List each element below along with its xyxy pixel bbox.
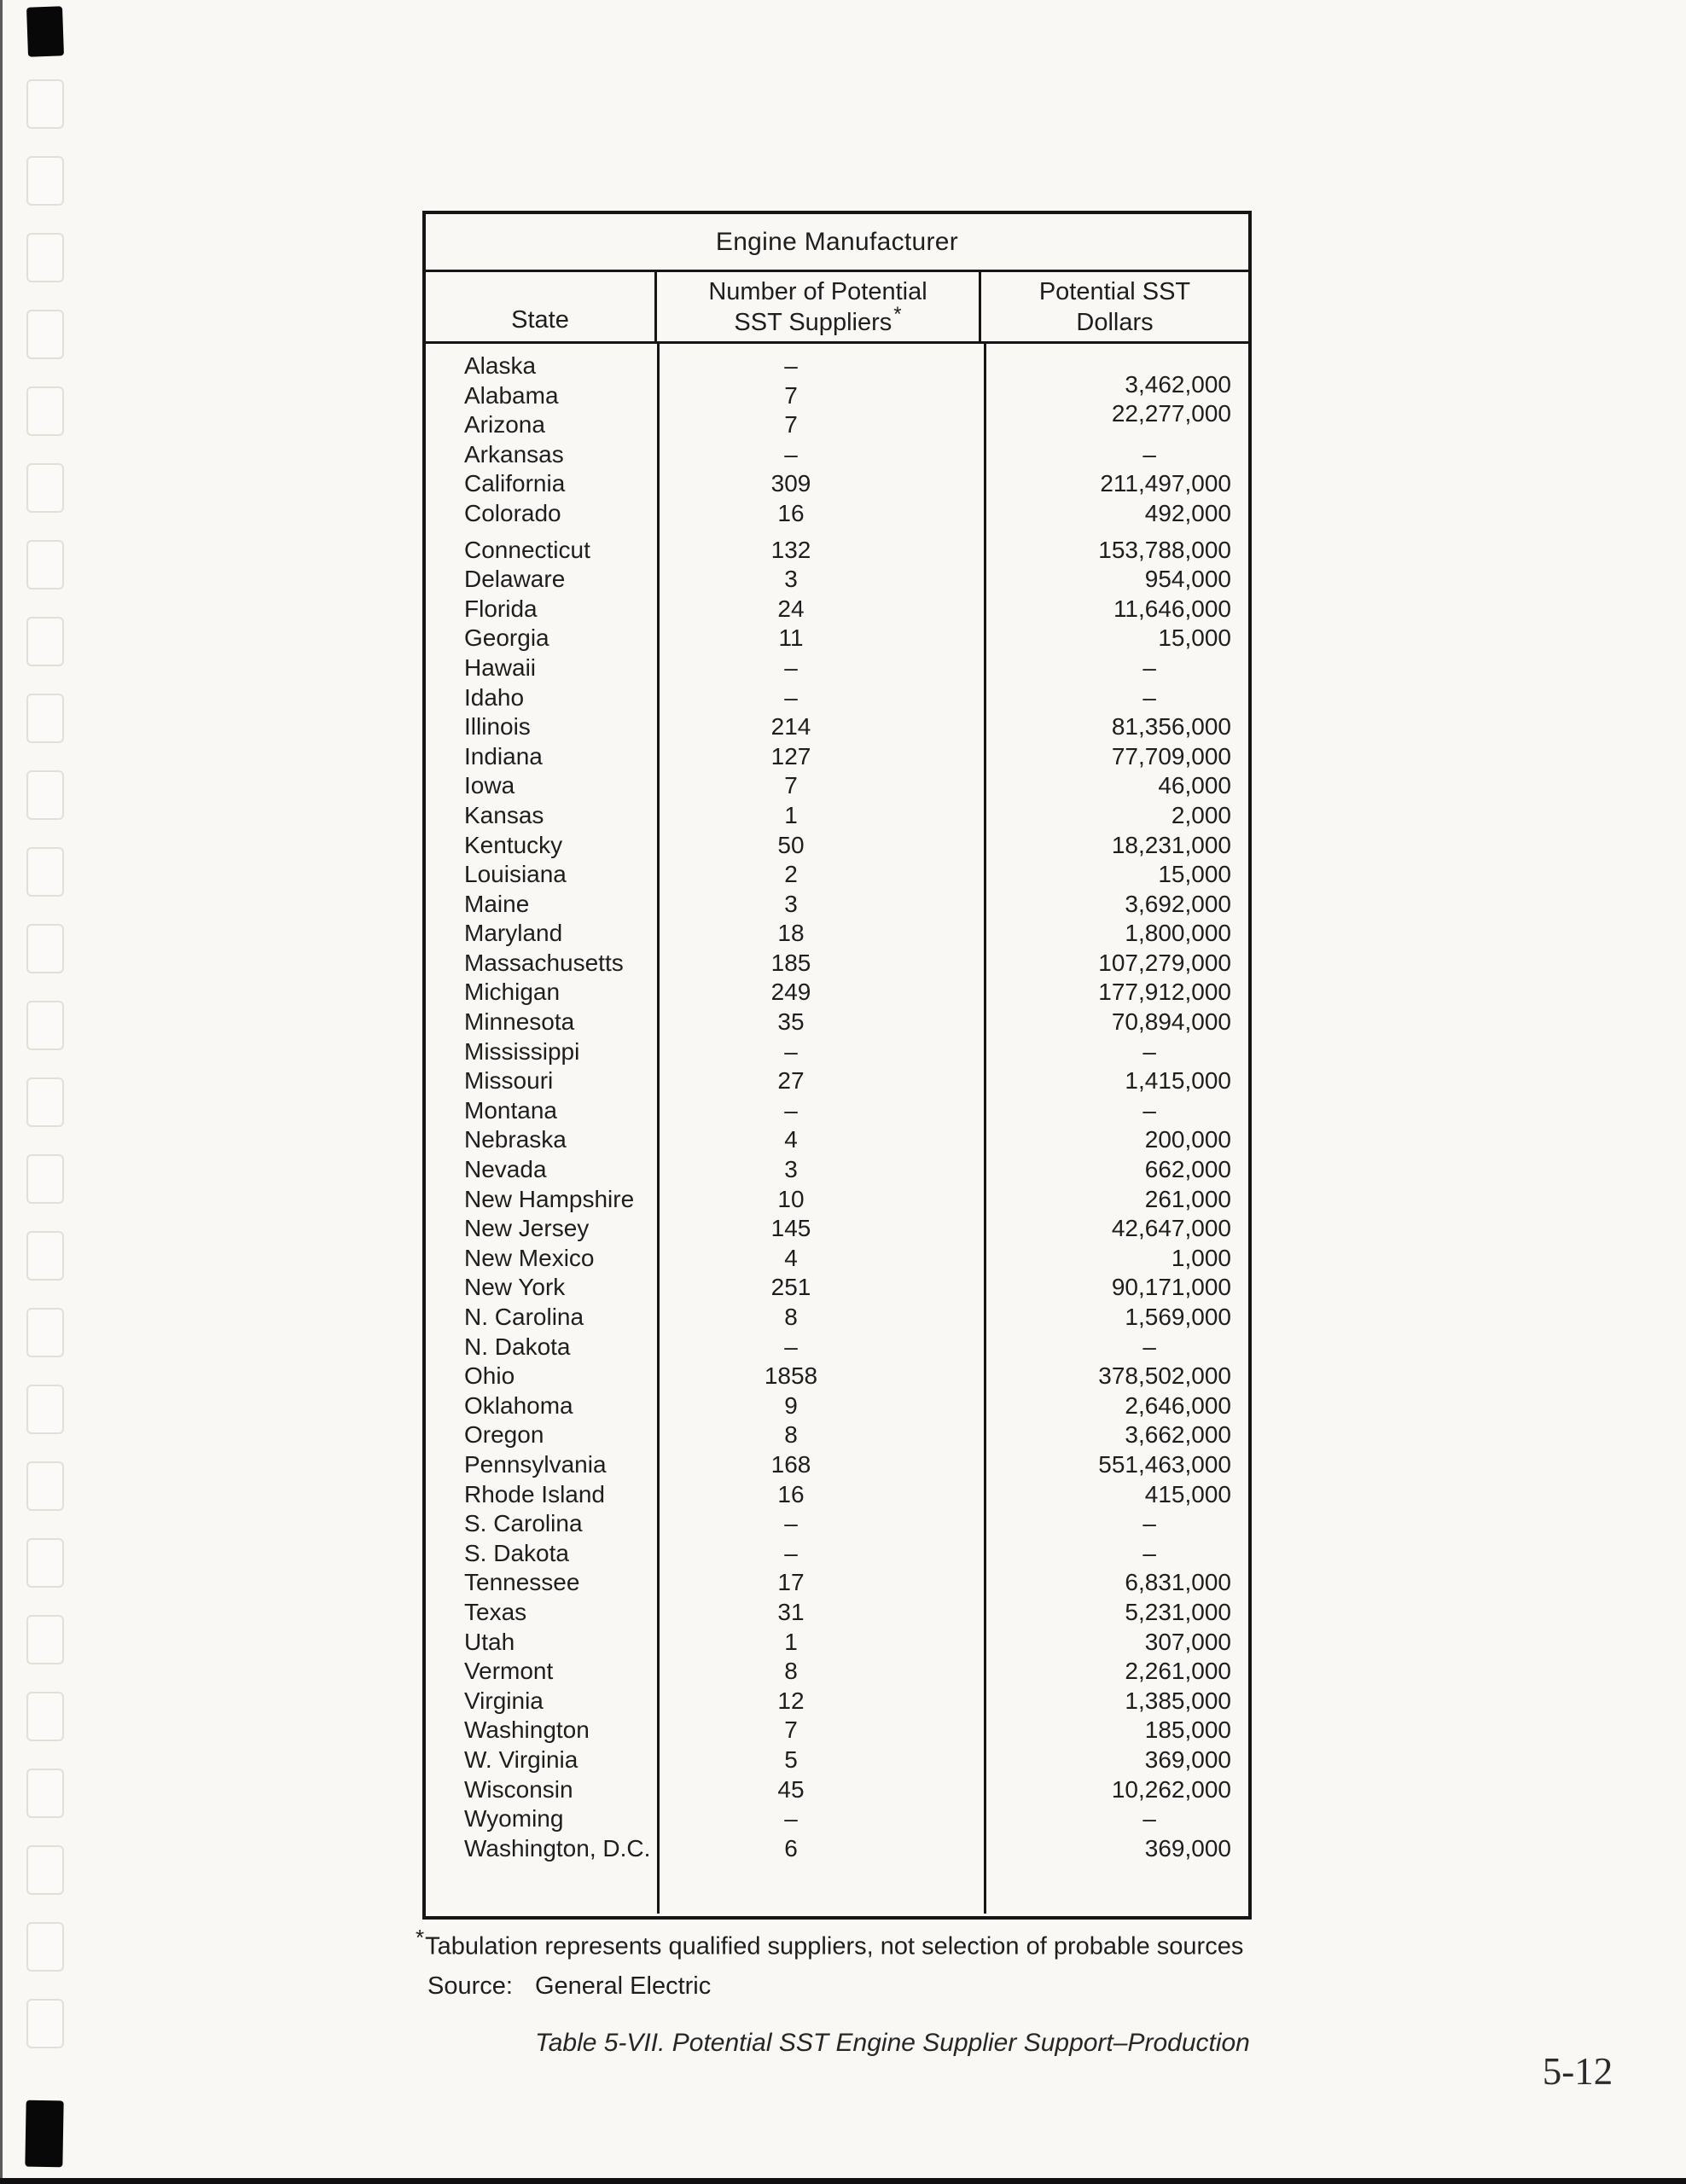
scan-left-edge-line	[0, 0, 3, 2184]
dollars-cell: –	[1142, 1037, 1156, 1065]
binder-hole-outline	[26, 1231, 64, 1281]
state-cell: Louisiana	[464, 861, 567, 888]
binder-hole-outline	[26, 847, 64, 897]
table-row	[426, 1657, 1248, 1687]
state-cell: Rhode Island	[464, 1480, 606, 1507]
binder-hole-outline	[26, 1461, 64, 1511]
dollars-cell: –	[1142, 683, 1156, 711]
table-header-row	[426, 272, 1248, 344]
table-row	[426, 1598, 1248, 1628]
footnote-marker-icon: *	[416, 1925, 425, 1950]
dollars-cell: –	[1142, 1333, 1156, 1360]
state-cell: Maine	[464, 890, 530, 917]
table-row	[426, 565, 1248, 595]
suppliers-cell: 7	[784, 1716, 798, 1744]
suppliers-cell: –	[784, 352, 798, 379]
dollars-cell: –	[1142, 653, 1156, 681]
state-cell: New Hampshire	[464, 1185, 635, 1212]
table-row	[426, 624, 1248, 653]
table-row	[426, 1568, 1248, 1598]
table-row	[426, 1273, 1248, 1303]
binder-hole-outline	[26, 1769, 64, 1818]
table-row	[426, 440, 1248, 470]
binder-hole-outline	[26, 1538, 64, 1588]
table-row	[426, 860, 1248, 890]
table-row	[426, 1333, 1248, 1362]
dollars-cell: 551,463,000	[1098, 1450, 1231, 1478]
suppliers-cell: –	[784, 1096, 798, 1124]
suppliers-cell: 7	[784, 772, 798, 799]
binder-hole-outline	[26, 310, 64, 359]
dollars-cell: 10,262,000	[1111, 1775, 1231, 1803]
state-cell: Wyoming	[464, 1805, 564, 1833]
state-cell: Vermont	[464, 1658, 554, 1685]
state-cell: Wisconsin	[464, 1775, 573, 1803]
state-cell: California	[464, 470, 566, 497]
suppliers-table	[422, 211, 1252, 1920]
state-cell: Pennsylvania	[464, 1450, 607, 1478]
suppliers-cell: 145	[770, 1215, 811, 1242]
dollars-cell: 18,231,000	[1111, 831, 1231, 858]
state-cell: Washington, D.C.	[464, 1834, 651, 1862]
table-row	[426, 978, 1248, 1008]
suppliers-cell: –	[784, 1333, 798, 1360]
state-cell: New Jersey	[464, 1215, 590, 1242]
table-row	[426, 1775, 1248, 1805]
suppliers-cell: 8	[784, 1421, 798, 1449]
dollars-cell: 42,647,000	[1111, 1215, 1231, 1242]
suppliers-cell: –	[784, 653, 798, 681]
table-row	[426, 1037, 1248, 1067]
suppliers-cell: –	[784, 1510, 798, 1537]
suppliers-cell: 35	[777, 1008, 805, 1036]
table-row	[426, 683, 1248, 713]
table-row	[426, 831, 1248, 861]
dollars-cell: 90,171,000	[1111, 1274, 1231, 1301]
state-cell: N. Carolina	[464, 1304, 584, 1330]
state-cell: New Mexico	[464, 1244, 595, 1271]
table-row	[426, 1362, 1248, 1391]
state-cell: Montana	[464, 1096, 557, 1124]
state-cell: Delaware	[464, 566, 566, 593]
state-cell: Colorado	[464, 499, 561, 526]
dollars-cell: 492,000	[1144, 499, 1231, 526]
state-cell: Mississippi	[464, 1037, 580, 1065]
binder-hole-outline	[26, 770, 64, 820]
dollars-cell: 415,000	[1144, 1480, 1231, 1507]
dollars-cell: 22,277,000	[1111, 400, 1231, 427]
table-row	[426, 771, 1248, 801]
state-cell: Tennessee	[464, 1569, 580, 1596]
binder-hole-outline	[26, 924, 64, 973]
suppliers-cell: 168	[770, 1450, 811, 1478]
suppliers-cell: 1858	[764, 1362, 818, 1390]
table-row	[426, 1480, 1248, 1510]
suppliers-cell: 12	[777, 1687, 805, 1714]
suppliers-cell: 50	[777, 831, 805, 858]
table-row	[426, 536, 1248, 566]
suppliers-cell: 24	[777, 595, 805, 622]
dollars-cell: 70,894,000	[1111, 1008, 1231, 1036]
suppliers-cell: 16	[777, 1480, 805, 1507]
suppliers-cell: 18	[777, 920, 805, 947]
scan-bottom-edge-line	[0, 2178, 1686, 2184]
suppliers-cell: 6	[784, 1834, 798, 1862]
table-row	[426, 801, 1248, 831]
dollars-cell: –	[1142, 440, 1156, 468]
state-cell: Iowa	[464, 772, 515, 799]
binder-hole-outline	[26, 1154, 64, 1204]
table-row	[426, 1391, 1248, 1421]
state-cell: Minnesota	[464, 1008, 575, 1036]
state-cell: Georgia	[464, 624, 549, 652]
state-cell: Nevada	[464, 1156, 547, 1183]
state-cell: Missouri	[464, 1067, 554, 1095]
dollars-cell: 307,000	[1144, 1628, 1231, 1655]
state-cell: Arkansas	[464, 440, 564, 468]
suppliers-cell: 4	[784, 1244, 798, 1271]
dollars-cell: 6,831,000	[1125, 1569, 1231, 1596]
dollars-cell: 107,279,000	[1098, 949, 1231, 976]
binder-hole-outline	[26, 1845, 64, 1895]
table-footnote: *Tabulation represents qualified suppliers, not selection of probable sources	[416, 1925, 1244, 1960]
binder-hole-outline	[26, 617, 64, 666]
table-row	[426, 890, 1248, 920]
table-row	[426, 499, 1248, 529]
table-row	[426, 712, 1248, 742]
dollars-cell: 261,000	[1144, 1185, 1231, 1212]
binder-hole-outline	[26, 1615, 64, 1664]
binder-hole-outline	[26, 1922, 64, 1972]
state-cell: S. Dakota	[464, 1539, 569, 1566]
suppliers-cell: 132	[770, 536, 811, 563]
dollars-cell: 1,569,000	[1125, 1304, 1231, 1330]
dollars-cell: 200,000	[1144, 1126, 1231, 1153]
binder-hole-outline	[26, 1001, 64, 1050]
table-row	[426, 1804, 1248, 1834]
state-cell: Connecticut	[464, 536, 590, 563]
table-row	[426, 1214, 1248, 1244]
dollars-cell: –	[1142, 1805, 1156, 1833]
state-cell: Idaho	[464, 683, 525, 711]
table-row	[426, 1628, 1248, 1658]
table-row	[426, 1303, 1248, 1333]
dollars-cell: 1,000	[1171, 1244, 1231, 1271]
state-cell: Hawaii	[464, 653, 537, 681]
state-cell: Arizona	[464, 411, 545, 439]
dollars-cell: 15,000	[1158, 861, 1231, 888]
table-row	[426, 1450, 1248, 1480]
suppliers-cell: 127	[770, 742, 811, 770]
binder-hole-outline	[26, 463, 64, 513]
table-row	[426, 1745, 1248, 1775]
table-title-cell	[426, 214, 1248, 272]
page-number: 5-12	[1542, 2050, 1613, 2093]
dollars-cell: 77,709,000	[1111, 742, 1231, 770]
dollars-cell: 1,385,000	[1125, 1687, 1231, 1714]
table-row	[426, 595, 1248, 624]
state-cell: Massachusetts	[464, 949, 624, 976]
binder-hole-outline	[26, 540, 64, 590]
table-row	[426, 742, 1248, 772]
source-value: General Electric	[534, 1972, 712, 2000]
suppliers-cell: 31	[777, 1598, 805, 1625]
dollars-cell: 1,415,000	[1125, 1067, 1231, 1095]
suppliers-cell: 2	[784, 861, 798, 888]
suppliers-cell: 27	[777, 1067, 805, 1095]
table-row	[426, 949, 1248, 979]
dollars-cell: 378,502,000	[1098, 1362, 1231, 1390]
state-cell: Kansas	[464, 801, 544, 828]
state-cell: S. Carolina	[464, 1510, 583, 1537]
suppliers-cell: 309	[770, 470, 811, 497]
source-line	[427, 1972, 711, 2001]
dollars-cell: 369,000	[1144, 1834, 1231, 1862]
table-caption: Table 5-VII. Potential SST Engine Supplier Support–Production	[535, 2029, 1250, 2057]
suppliers-cell: 3	[784, 566, 798, 593]
suppliers-cell: –	[784, 683, 798, 711]
dollars-cell: 211,497,000	[1100, 470, 1231, 497]
state-cell: N. Dakota	[464, 1333, 571, 1360]
table-row	[426, 653, 1248, 683]
dollars-cell: –	[1142, 1096, 1156, 1124]
table-row	[426, 1096, 1248, 1126]
dollars-cell: 369,000	[1144, 1745, 1231, 1773]
binder-hole-outline	[26, 1692, 64, 1741]
table-body	[426, 344, 1248, 1914]
dollars-cell: –	[1142, 1539, 1156, 1566]
state-cell: W. Virginia	[464, 1745, 578, 1773]
state-cell: Texas	[464, 1598, 527, 1625]
binder-hole-outline	[26, 1077, 64, 1127]
suppliers-cell: 1	[784, 801, 798, 828]
suppliers-cell: 11	[778, 624, 804, 652]
dollars-cell: 2,000	[1171, 801, 1231, 828]
state-cell: Virginia	[464, 1687, 544, 1714]
column-divider	[984, 344, 986, 1914]
suppliers-cell: 16	[777, 499, 805, 526]
binder-hole-outline	[26, 1999, 64, 2048]
table-row	[426, 1539, 1248, 1569]
table-row	[426, 469, 1248, 499]
dollars-cell: 185,000	[1144, 1716, 1231, 1744]
suppliers-cell: 3	[784, 1156, 798, 1183]
footnote-marker-icon: *	[893, 302, 902, 326]
column-header-suppliers: Number of Potential SST Suppliers*	[657, 272, 981, 341]
state-cell: Utah	[464, 1628, 515, 1655]
binder-hole-outline	[26, 694, 64, 743]
source-label: Source:	[427, 1972, 513, 2000]
suppliers-cell: 214	[770, 713, 811, 741]
dollars-cell: 662,000	[1144, 1156, 1231, 1183]
state-cell: Alaska	[464, 352, 537, 379]
suppliers-cell: 7	[784, 381, 798, 409]
dollars-cell: 177,912,000	[1098, 979, 1231, 1006]
table-row	[426, 1125, 1248, 1155]
suppliers-cell: –	[784, 1037, 798, 1065]
table-row	[426, 1185, 1248, 1215]
suppliers-cell: 8	[784, 1304, 798, 1330]
table-row	[426, 919, 1248, 949]
suppliers-cell: 7	[784, 411, 798, 439]
dollars-cell: 153,788,000	[1098, 536, 1231, 563]
dollars-cell: 81,356,000	[1111, 713, 1231, 741]
state-cell: Oklahoma	[464, 1391, 573, 1419]
dollars-cell: 3,692,000	[1125, 890, 1231, 917]
suppliers-cell: 249	[770, 979, 811, 1006]
column-header-dollars: Potential SST Dollars	[1038, 277, 1191, 336]
dollars-cell: 2,646,000	[1125, 1391, 1231, 1419]
binder-hole-outline	[26, 386, 64, 436]
binder-hole-outline	[26, 1385, 64, 1434]
state-cell: Maryland	[464, 920, 563, 947]
table-row	[426, 1066, 1248, 1096]
table-row	[426, 1008, 1248, 1037]
dollars-cell: 1,800,000	[1125, 920, 1231, 947]
dollars-cell: 5,231,000	[1125, 1598, 1231, 1625]
suppliers-cell: 10	[777, 1185, 805, 1212]
binder-hole-outline	[26, 233, 64, 282]
state-cell: New York	[464, 1274, 566, 1301]
suppliers-cell: 5	[784, 1745, 798, 1773]
table-row	[426, 1155, 1248, 1185]
binder-hole-outline	[26, 156, 64, 206]
suppliers-cell: 1	[784, 1628, 798, 1655]
suppliers-cell: 3	[784, 890, 798, 917]
dollars-cell: 3,462,000	[1125, 370, 1231, 398]
state-cell: Michigan	[464, 979, 561, 1006]
dollars-cell: 3,662,000	[1125, 1421, 1231, 1449]
state-cell: Nebraska	[464, 1126, 567, 1153]
dollars-cell: 11,646,000	[1113, 595, 1231, 622]
binder-hole-outline	[26, 1308, 64, 1357]
suppliers-cell: 8	[784, 1658, 798, 1685]
table-row	[426, 1509, 1248, 1539]
table-row	[426, 1420, 1248, 1450]
state-cell: Washington	[464, 1716, 590, 1744]
suppliers-cell: 4	[784, 1126, 798, 1153]
table-row	[426, 1687, 1248, 1716]
suppliers-cell: –	[784, 1539, 798, 1566]
dollars-cell: 954,000	[1144, 566, 1231, 593]
state-cell: Ohio	[464, 1362, 515, 1390]
suppliers-cell: 45	[777, 1775, 805, 1803]
binder-mark-top	[26, 6, 64, 56]
state-cell: Alabama	[464, 381, 559, 409]
suppliers-cell: 9	[784, 1391, 798, 1419]
dollars-cell: 2,261,000	[1125, 1658, 1231, 1685]
state-cell: Oregon	[464, 1421, 544, 1449]
table-row	[426, 1244, 1248, 1274]
suppliers-cell: 251	[770, 1274, 811, 1301]
suppliers-cell: 185	[770, 949, 811, 976]
table-title: Engine Manufacturer	[715, 227, 959, 256]
table-row	[426, 1834, 1248, 1864]
suppliers-cell: 17	[777, 1569, 805, 1596]
state-cell: Kentucky	[464, 831, 563, 858]
state-cell: Florida	[464, 595, 538, 622]
dollars-cell: 15,000	[1158, 624, 1231, 652]
table-row	[426, 1716, 1248, 1745]
column-header-state: State	[426, 272, 657, 341]
state-cell: Illinois	[464, 713, 531, 741]
binder-mark-bottom	[25, 2100, 63, 2168]
suppliers-cell: –	[784, 440, 798, 468]
suppliers-cell: –	[784, 1805, 798, 1833]
table-row	[426, 400, 1248, 440]
column-divider	[657, 344, 660, 1914]
binder-hole-outline	[26, 79, 64, 129]
dollars-cell: 46,000	[1158, 772, 1231, 799]
dollars-cell: –	[1142, 1510, 1156, 1537]
state-cell: Indiana	[464, 742, 543, 770]
